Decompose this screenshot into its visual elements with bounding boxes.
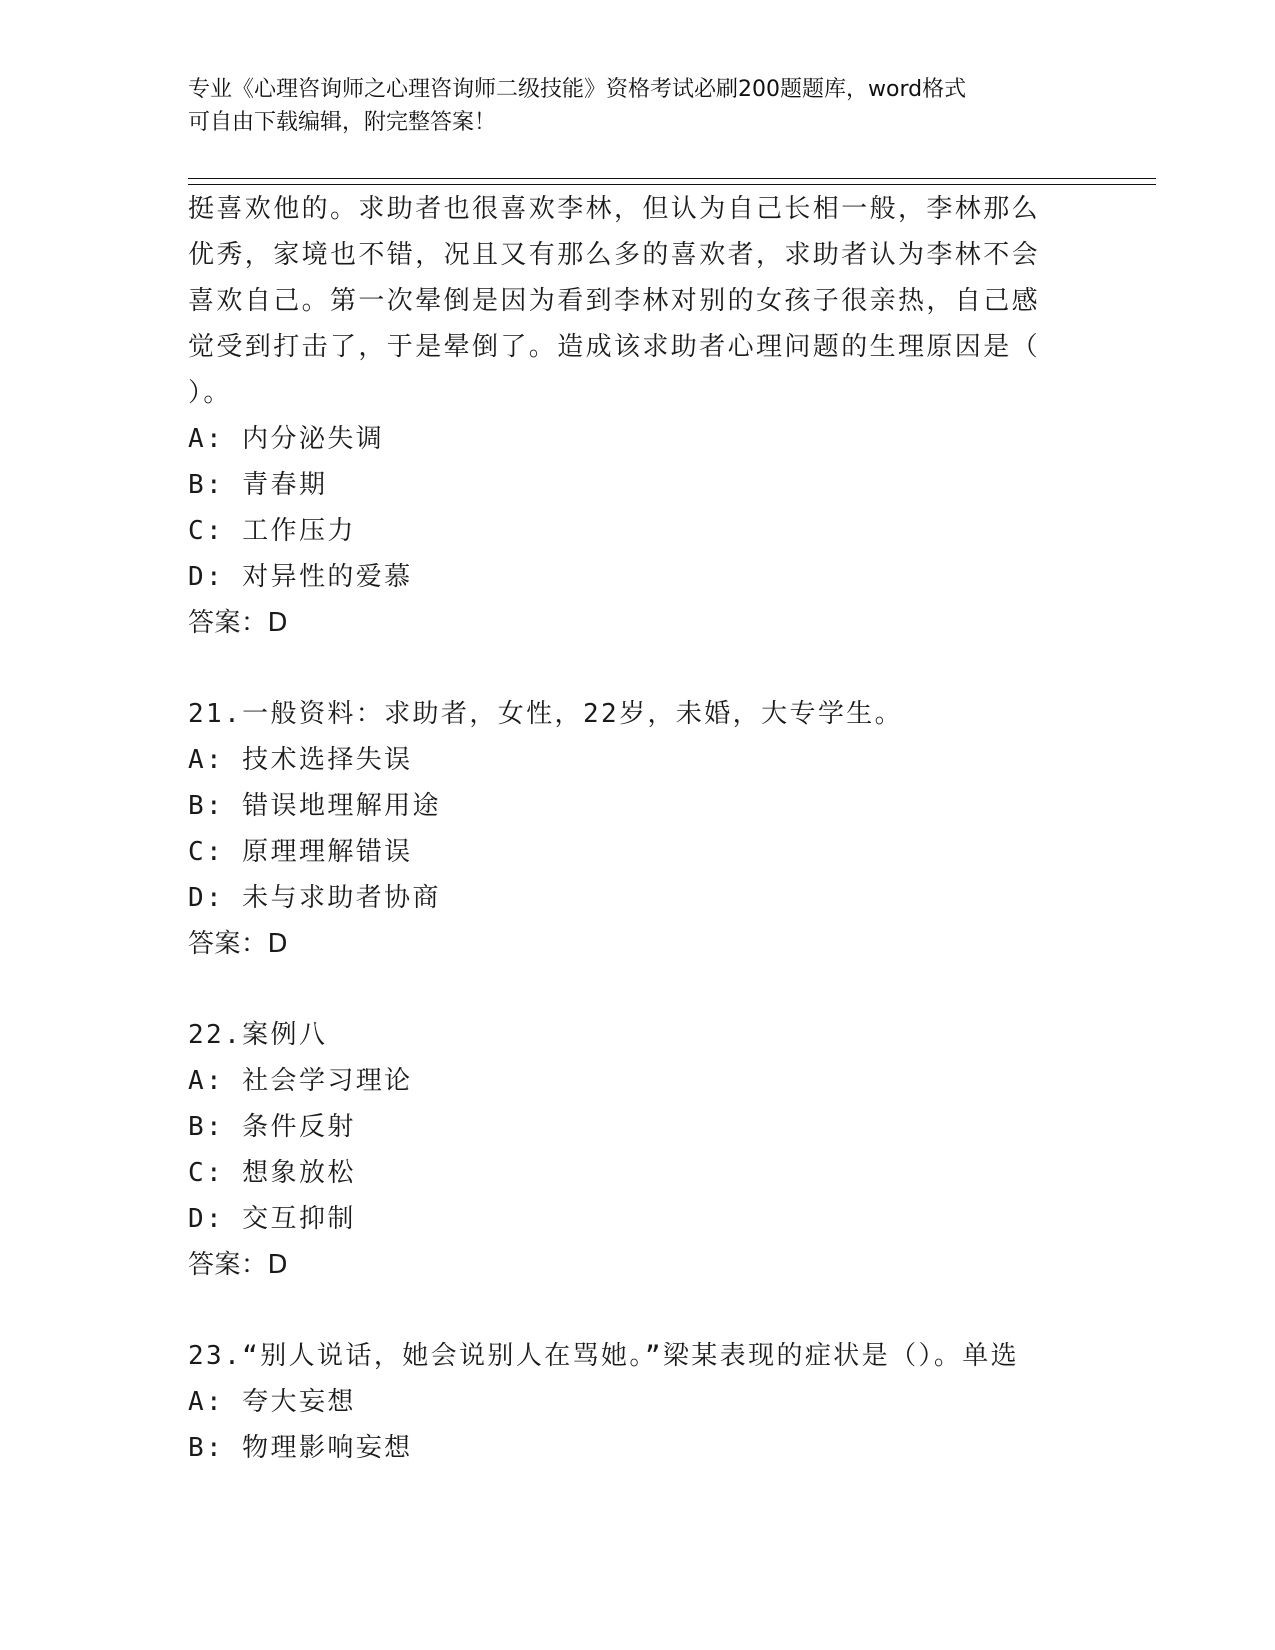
question-text-line: 觉受到打击了，于是晕倒了。造成该求助者心理问题的生理原因是（ — [188, 332, 1041, 362]
header-divider-top — [188, 178, 1156, 179]
question-content — [188, 186, 1068, 1471]
option-a: A: 社会学习理论 — [188, 1066, 413, 1096]
header-title-line-1: 专业《心理咨询师之心理咨询师二级技能》资格考试必刷200题题库，word格式 — [188, 77, 967, 102]
question-text-line: 优秀，家境也不错，况且又有那么多的喜欢者，求助者认为李林不会 — [188, 240, 1041, 270]
answer-line: 答案：D — [188, 608, 289, 638]
question-stem: 21.一般资料：求助者，女性，22岁，未婚，大专学生。 — [188, 699, 904, 729]
question-22 — [188, 1012, 1068, 1288]
option-b: B: 物理影响妄想 — [188, 1433, 413, 1463]
option-a: A: 夸大妄想 — [188, 1387, 356, 1417]
question-20-continued — [188, 186, 1068, 646]
option-d: D: 对异性的爱慕 — [188, 562, 413, 592]
option-c: C: 原理理解错误 — [188, 837, 413, 867]
option-a: A: 技术选择失误 — [188, 745, 413, 775]
question-text-line: 喜欢自己。第一次晕倒是因为看到李林对别的女孩子很亲热，自己感 — [188, 286, 1041, 316]
header-title-line-2: 可自由下载编辑，附完整答案！ — [188, 110, 497, 135]
question-text-line: ）。 — [188, 378, 232, 408]
question-23 — [188, 1333, 1068, 1471]
option-b: B: 错误地理解用途 — [188, 791, 441, 821]
option-c: C: 工作压力 — [188, 516, 356, 546]
option-d: D: 交互抑制 — [188, 1204, 356, 1234]
page-header — [188, 73, 1088, 139]
answer-line: 答案：D — [188, 1250, 289, 1280]
option-a: A: 内分泌失调 — [188, 424, 385, 454]
question-21 — [188, 691, 1068, 967]
spacer — [188, 967, 1068, 1012]
question-text-line: 挺喜欢他的。求助者也很喜欢李林，但认为自己长相一般，李林那么 — [188, 194, 1041, 224]
option-c: C: 想象放松 — [188, 1158, 356, 1188]
option-b: B: 青春期 — [188, 470, 328, 500]
spacer — [188, 646, 1068, 691]
spacer — [188, 1288, 1068, 1333]
question-stem: 22.案例八 — [188, 1020, 328, 1050]
question-stem: 23.“别人说话，她会说别人在骂她。”梁某表现的症状是（）。单选 — [188, 1341, 1020, 1371]
header-divider-bottom — [188, 184, 1156, 185]
option-d: D: 未与求助者协商 — [188, 883, 441, 913]
option-b: B: 条件反射 — [188, 1112, 356, 1142]
answer-line: 答案：D — [188, 929, 289, 959]
